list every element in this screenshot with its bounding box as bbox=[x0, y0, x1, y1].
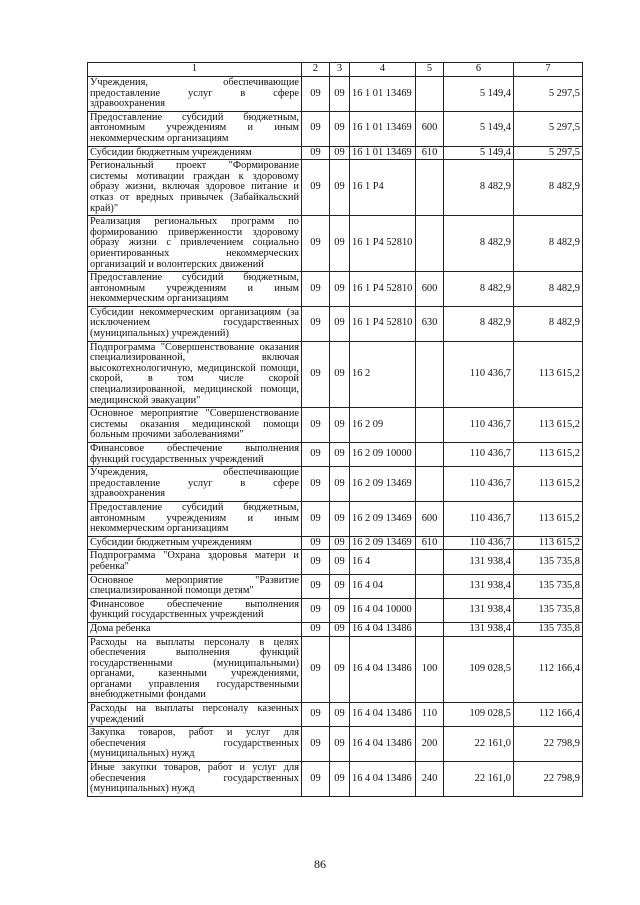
expense-type-cell bbox=[416, 341, 444, 408]
table-row bbox=[88, 443, 583, 467]
subsection-code-cell: 09 bbox=[330, 408, 350, 443]
table-row bbox=[88, 272, 583, 307]
row-name-cell: Субсидии бюджетным учреждениям bbox=[88, 536, 302, 550]
target-article-cell: 16 4 04 13486 bbox=[350, 727, 416, 762]
header-cell: 7 bbox=[514, 63, 583, 77]
amount-year1-cell: 109 028,5 bbox=[444, 636, 514, 703]
section-code-cell: 09 bbox=[302, 550, 330, 574]
row-name-cell: Финансовое обеспечение выполнения функций государственных учреждений bbox=[88, 443, 302, 467]
amount-year1-cell: 109 028,5 bbox=[444, 703, 514, 727]
table-row bbox=[88, 550, 583, 574]
amount-year1-cell: 22 161,0 bbox=[444, 727, 514, 762]
table-row bbox=[88, 536, 583, 550]
expense-type-cell: 200 bbox=[416, 727, 444, 762]
amount-year2-cell: 8 482,9 bbox=[514, 272, 583, 307]
target-article-cell: 16 2 09 13469 bbox=[350, 467, 416, 502]
subsection-code-cell: 09 bbox=[330, 443, 350, 467]
table-row bbox=[88, 574, 583, 598]
amount-year2-cell: 113 615,2 bbox=[514, 443, 583, 467]
subsection-code-cell: 09 bbox=[330, 622, 350, 636]
section-code-cell: 09 bbox=[302, 467, 330, 502]
amount-year2-cell: 113 615,2 bbox=[514, 341, 583, 408]
section-code-cell: 09 bbox=[302, 306, 330, 341]
expense-type-cell bbox=[416, 550, 444, 574]
table-row bbox=[88, 341, 583, 408]
table-row bbox=[88, 467, 583, 502]
section-code-cell: 09 bbox=[302, 501, 330, 536]
amount-year2-cell: 5 297,5 bbox=[514, 146, 583, 160]
header-row bbox=[88, 63, 583, 77]
header-cell: 6 bbox=[444, 63, 514, 77]
amount-year1-cell: 131 938,4 bbox=[444, 574, 514, 598]
row-name-cell: Региональный проект "Формирование системы мотивации граждан к здоровому образу жизни, включая здоровое питание и отказ от вредных привычек (Забайкальский край)" bbox=[88, 160, 302, 216]
amount-year2-cell: 135 735,8 bbox=[514, 574, 583, 598]
amount-year1-cell: 5 149,4 bbox=[444, 77, 514, 112]
amount-year2-cell: 113 615,2 bbox=[514, 501, 583, 536]
amount-year2-cell: 8 482,9 bbox=[514, 216, 583, 272]
amount-year1-cell: 110 436,7 bbox=[444, 408, 514, 443]
row-name-cell: Учреждения, обеспечивающие предоставление услуг в сфере здравоохранения bbox=[88, 77, 302, 112]
expense-type-cell bbox=[416, 77, 444, 112]
table-body bbox=[88, 63, 583, 797]
expense-type-cell bbox=[416, 574, 444, 598]
table-row bbox=[88, 111, 583, 146]
header-cell: 3 bbox=[330, 63, 350, 77]
amount-year2-cell: 22 798,9 bbox=[514, 727, 583, 762]
target-article-cell: 16 1 01 13469 bbox=[350, 146, 416, 160]
amount-year2-cell: 8 482,9 bbox=[514, 306, 583, 341]
amount-year2-cell: 112 166,4 bbox=[514, 636, 583, 703]
subsection-code-cell: 09 bbox=[330, 636, 350, 703]
header-cell: 1 bbox=[88, 63, 302, 77]
expense-type-cell bbox=[416, 408, 444, 443]
table-row bbox=[88, 703, 583, 727]
amount-year2-cell: 113 615,2 bbox=[514, 467, 583, 502]
target-article-cell: 16 4 04 13486 bbox=[350, 636, 416, 703]
expense-type-cell: 110 bbox=[416, 703, 444, 727]
amount-year2-cell: 112 166,4 bbox=[514, 703, 583, 727]
row-name-cell: Расходы на выплаты персоналу в целях обеспечения выполнения функций государственными (муниципальными) органами, казенными учреждениями, органами управления государственными внебюджетными фондами bbox=[88, 636, 302, 703]
subsection-code-cell: 09 bbox=[330, 341, 350, 408]
amount-year1-cell: 5 149,4 bbox=[444, 111, 514, 146]
subsection-code-cell: 09 bbox=[330, 216, 350, 272]
table-row bbox=[88, 598, 583, 622]
table-row bbox=[88, 727, 583, 762]
amount-year1-cell: 8 482,9 bbox=[444, 272, 514, 307]
header-cell: 4 bbox=[350, 63, 416, 77]
subsection-code-cell: 09 bbox=[330, 77, 350, 112]
target-article-cell: 16 1 01 13469 bbox=[350, 111, 416, 146]
target-article-cell: 16 1 P4 52810 bbox=[350, 272, 416, 307]
row-name-cell: Основное мероприятие "Совершенствование системы оказания медицинской помощи больным прочими заболеваниями" bbox=[88, 408, 302, 443]
table-row bbox=[88, 146, 583, 160]
target-article-cell: 16 2 bbox=[350, 341, 416, 408]
row-name-cell: Дома ребенка bbox=[88, 622, 302, 636]
expense-type-cell bbox=[416, 160, 444, 216]
amount-year2-cell: 5 297,5 bbox=[514, 77, 583, 112]
amount-year2-cell: 135 735,8 bbox=[514, 622, 583, 636]
amount-year2-cell: 22 798,9 bbox=[514, 762, 583, 797]
expense-type-cell: 610 bbox=[416, 146, 444, 160]
table-row bbox=[88, 77, 583, 112]
subsection-code-cell: 09 bbox=[330, 536, 350, 550]
expense-type-cell bbox=[416, 467, 444, 502]
target-article-cell: 16 2 09 13469 bbox=[350, 501, 416, 536]
subsection-code-cell: 09 bbox=[330, 501, 350, 536]
target-article-cell: 16 1 01 13469 bbox=[350, 77, 416, 112]
amount-year2-cell: 8 482,9 bbox=[514, 160, 583, 216]
amount-year1-cell: 110 436,7 bbox=[444, 443, 514, 467]
amount-year1-cell: 110 436,7 bbox=[444, 501, 514, 536]
subsection-code-cell: 09 bbox=[330, 727, 350, 762]
amount-year1-cell: 110 436,7 bbox=[444, 467, 514, 502]
row-name-cell: Субсидии некоммерческим организациям (за исключением государственных (муниципальных) учреждений) bbox=[88, 306, 302, 341]
section-code-cell: 09 bbox=[302, 443, 330, 467]
amount-year2-cell: 113 615,2 bbox=[514, 536, 583, 550]
expense-type-cell bbox=[416, 598, 444, 622]
target-article-cell: 16 1 P4 52810 bbox=[350, 306, 416, 341]
target-article-cell: 16 1 P4 52810 bbox=[350, 216, 416, 272]
subsection-code-cell: 09 bbox=[330, 146, 350, 160]
table-row bbox=[88, 501, 583, 536]
expense-type-cell bbox=[416, 216, 444, 272]
subsection-code-cell: 09 bbox=[330, 160, 350, 216]
row-name-cell: Закупка товаров, работ и услуг для обеспечения государственных (муниципальных) нужд bbox=[88, 727, 302, 762]
row-name-cell: Предоставление субсидий бюджетным, автономным учреждениям и иным некоммерческим организациям bbox=[88, 111, 302, 146]
target-article-cell: 16 1 P4 bbox=[350, 160, 416, 216]
amount-year1-cell: 110 436,7 bbox=[444, 536, 514, 550]
target-article-cell: 16 2 09 13469 bbox=[350, 536, 416, 550]
header-cell: 2 bbox=[302, 63, 330, 77]
row-name-cell: Основное мероприятие "Развитие специализированной помощи детям" bbox=[88, 574, 302, 598]
expense-type-cell: 600 bbox=[416, 111, 444, 146]
subsection-code-cell: 09 bbox=[330, 467, 350, 502]
row-name-cell: Подпрограмма "Охрана здоровья матери и ребенка" bbox=[88, 550, 302, 574]
section-code-cell: 09 bbox=[302, 272, 330, 307]
expense-type-cell bbox=[416, 622, 444, 636]
section-code-cell: 09 bbox=[302, 146, 330, 160]
row-name-cell: Финансовое обеспечение выполнения функций государственных учреждений bbox=[88, 598, 302, 622]
row-name-cell: Подпрограмма "Совершенствование оказания специализированной, включая высокотехнологичную, медицинской помощи, скорой, в том числе скорой специализированной, медицинской помощи, медицинской эвакуации" bbox=[88, 341, 302, 408]
section-code-cell: 09 bbox=[302, 77, 330, 112]
row-name-cell: Субсидии бюджетным учреждениям bbox=[88, 146, 302, 160]
target-article-cell: 16 4 04 13486 bbox=[350, 762, 416, 797]
section-code-cell: 09 bbox=[302, 727, 330, 762]
page-number: 86 bbox=[314, 857, 326, 871]
subsection-code-cell: 09 bbox=[330, 306, 350, 341]
target-article-cell: 16 4 bbox=[350, 550, 416, 574]
table-row bbox=[88, 306, 583, 341]
section-code-cell: 09 bbox=[302, 636, 330, 703]
amount-year1-cell: 131 938,4 bbox=[444, 598, 514, 622]
subsection-code-cell: 09 bbox=[330, 762, 350, 797]
expense-type-cell: 600 bbox=[416, 501, 444, 536]
row-name-cell: Предоставление субсидий бюджетным, автономным учреждениям и иным некоммерческим организациям bbox=[88, 272, 302, 307]
section-code-cell: 09 bbox=[302, 111, 330, 146]
target-article-cell: 16 2 09 10000 bbox=[350, 443, 416, 467]
target-article-cell: 16 4 04 13486 bbox=[350, 703, 416, 727]
section-code-cell: 09 bbox=[302, 216, 330, 272]
table-row bbox=[88, 160, 583, 216]
section-code-cell: 09 bbox=[302, 574, 330, 598]
amount-year1-cell: 8 482,9 bbox=[444, 216, 514, 272]
section-code-cell: 09 bbox=[302, 160, 330, 216]
subsection-code-cell: 09 bbox=[330, 598, 350, 622]
target-article-cell: 16 4 04 bbox=[350, 574, 416, 598]
expense-type-cell: 600 bbox=[416, 272, 444, 307]
amount-year1-cell: 8 482,9 bbox=[444, 160, 514, 216]
expense-type-cell: 630 bbox=[416, 306, 444, 341]
amount-year2-cell: 5 297,5 bbox=[514, 111, 583, 146]
table-row bbox=[88, 636, 583, 703]
amount-year1-cell: 131 938,4 bbox=[444, 622, 514, 636]
subsection-code-cell: 09 bbox=[330, 272, 350, 307]
row-name-cell: Иные закупки товаров, работ и услуг для обеспечения государственных (муниципальных) нужд bbox=[88, 762, 302, 797]
amount-year1-cell: 5 149,4 bbox=[444, 146, 514, 160]
amount-year2-cell: 135 735,8 bbox=[514, 550, 583, 574]
section-code-cell: 09 bbox=[302, 598, 330, 622]
row-name-cell: Учреждения, обеспечивающие предоставление услуг в сфере здравоохранения bbox=[88, 467, 302, 502]
expense-type-cell bbox=[416, 443, 444, 467]
section-code-cell: 09 bbox=[302, 703, 330, 727]
table-row bbox=[88, 762, 583, 797]
expense-type-cell: 100 bbox=[416, 636, 444, 703]
subsection-code-cell: 09 bbox=[330, 111, 350, 146]
expense-type-cell: 610 bbox=[416, 536, 444, 550]
section-code-cell: 09 bbox=[302, 622, 330, 636]
row-name-cell: Предоставление субсидий бюджетным, автономным учреждениям и иным некоммерческим организациям bbox=[88, 501, 302, 536]
table-row bbox=[88, 216, 583, 272]
amount-year1-cell: 8 482,9 bbox=[444, 306, 514, 341]
row-name-cell: Расходы на выплаты персоналу казенных учреждений bbox=[88, 703, 302, 727]
amount-year2-cell: 135 735,8 bbox=[514, 598, 583, 622]
table-row bbox=[88, 408, 583, 443]
table-row bbox=[88, 622, 583, 636]
header-cell: 5 bbox=[416, 63, 444, 77]
target-article-cell: 16 2 09 bbox=[350, 408, 416, 443]
target-article-cell: 16 4 04 13486 bbox=[350, 622, 416, 636]
section-code-cell: 09 bbox=[302, 762, 330, 797]
section-code-cell: 09 bbox=[302, 536, 330, 550]
amount-year1-cell: 131 938,4 bbox=[444, 550, 514, 574]
subsection-code-cell: 09 bbox=[330, 550, 350, 574]
budget-table bbox=[87, 62, 583, 797]
amount-year2-cell: 113 615,2 bbox=[514, 408, 583, 443]
section-code-cell: 09 bbox=[302, 341, 330, 408]
target-article-cell: 16 4 04 10000 bbox=[350, 598, 416, 622]
row-name-cell: Реализация региональных программ по формированию приверженности здоровому образу жизни с привлечением социально ориентированных некоммерческих организаций и волонтерских движений bbox=[88, 216, 302, 272]
subsection-code-cell: 09 bbox=[330, 703, 350, 727]
subsection-code-cell: 09 bbox=[330, 574, 350, 598]
expense-type-cell: 240 bbox=[416, 762, 444, 797]
section-code-cell: 09 bbox=[302, 408, 330, 443]
amount-year1-cell: 110 436,7 bbox=[444, 341, 514, 408]
amount-year1-cell: 22 161,0 bbox=[444, 762, 514, 797]
